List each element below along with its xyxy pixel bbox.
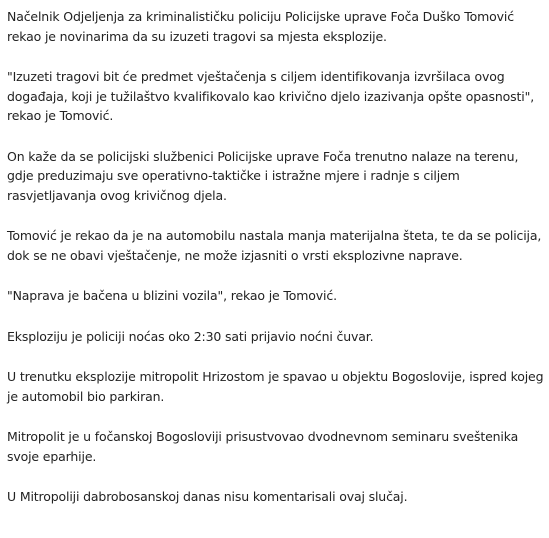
article-paragraph-7: U trenutku eksplozije mitropolit Hrizostom je spavao u objektu Bogoslovije, ispred kojeg je automobil bio parkiran. [7, 369, 544, 404]
article-paragraph-4: Tomović je rekao da je na automobilu nastala manja materijalna šteta, te da se policija, dok se ne obavi vještačenje, ne može izjasniti o vrsti eksplozivne naprave. [7, 228, 542, 263]
article-paragraph-8: Mitropolit je u fočanskoj Bogosloviji prisustvovao dvodnevnom seminaru sveštenika svoje eparhije. [7, 429, 519, 464]
article-paragraph-1: Načelnik Odjeljenja za kriminalističku policiju Policijske uprave Foča Duško Tomović rekao je novinarima da su izuzeti tragovi sa mjesta eksplozije. [7, 9, 514, 44]
article-paragraph-3: On kaže da se policijski službenici Policijske uprave Foča trenutno nalaze na terenu, gdje preduzimaju sve operativno-taktičke i istražne mjere i radnje s ciljem rasvjetljavanja ovog krivičnog djela. [7, 148, 519, 203]
article-body [7, 0, 547, 507]
article-paragraph-2: "Izuzeti tragovi bit će predmet vještačenja s ciljem identifikovanja izvršilaca ovog događaja, koji je tužilaštvo kvalifikovalo kao krivično djelo izazivanja opšte opasnosti", rekao je Tomović. [7, 69, 535, 123]
article-paragraph-6: Eksploziju je policiji noćas oko 2:30 sati prijavio noćni čuvar. [7, 328, 374, 344]
article-paragraph-9: U Mitropoliji dabrobosanskoj danas nisu komentarisali ovaj slučaj. [7, 489, 408, 504]
article-paragraph-5: "Naprava je bačena u blizini vozila", rekao je Tomović. [7, 288, 337, 303]
